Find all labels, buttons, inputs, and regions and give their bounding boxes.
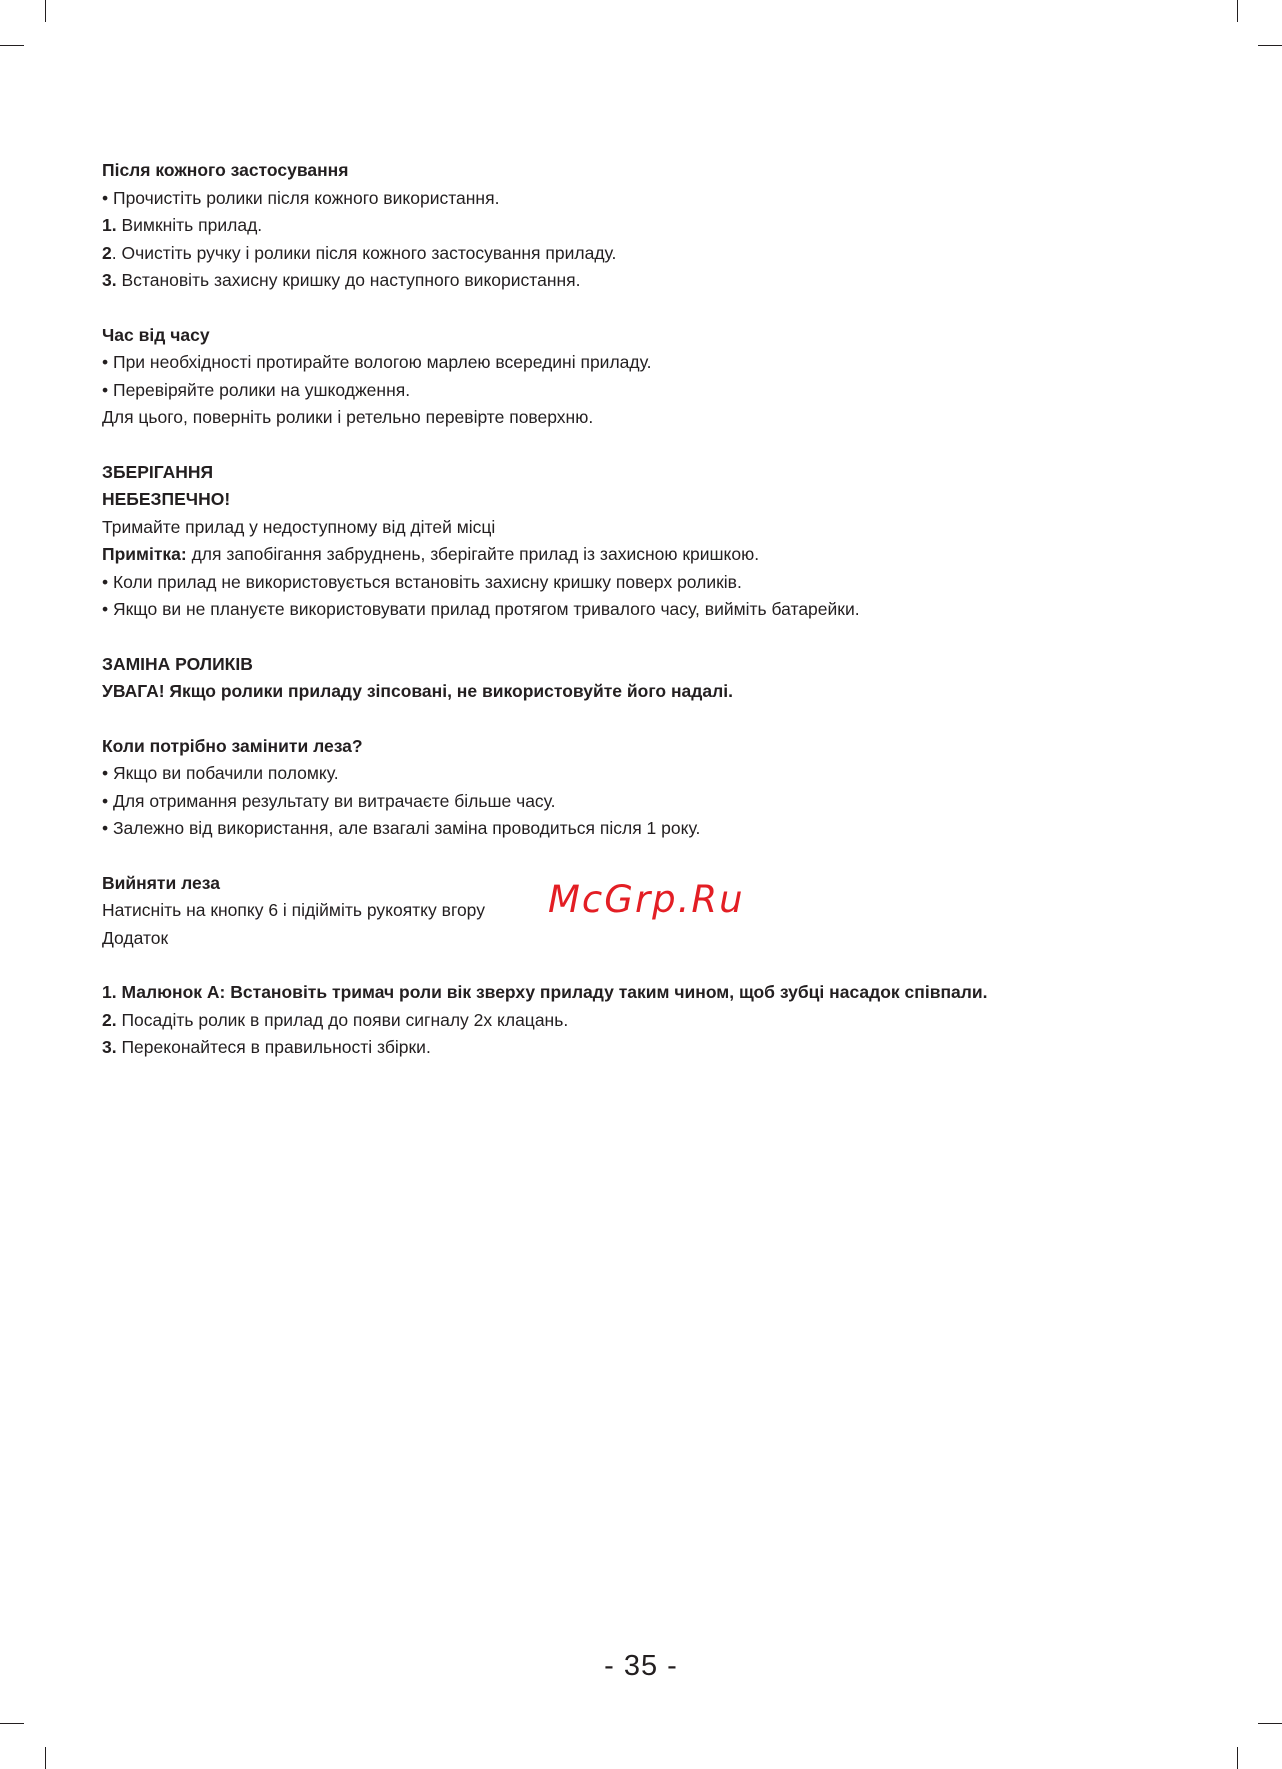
step-item (102, 1034, 1102, 1062)
crop-mark (1237, 0, 1238, 22)
bullet-item: • При необхідності протирайте вологою марлею всередині приладу. (102, 352, 652, 372)
note-line (102, 541, 1102, 569)
step-text: . Очистіть ручку і ролики після кожного застосування приладу. (111, 242, 617, 263)
bullet-item: • Якщо ви не плануєте використовувати прилад протягом тривалого часу, вийміть батарейки. (102, 599, 860, 619)
step-number: 3. (102, 1037, 117, 1057)
section-title: ЗБЕРІГАННЯ (102, 461, 214, 482)
crop-mark (45, 0, 46, 22)
bullet-item: • Перевіряйте ролики на ушкодження. (102, 379, 411, 400)
warning-text: УВАГА! Якщо ролики приладу зіпсовані, не використовуйте його надалі. (102, 681, 733, 701)
crop-mark (1258, 1723, 1282, 1724)
crop-mark (45, 1747, 46, 1769)
step-text: Встановіть захисну кришку до наступного використання. (116, 270, 581, 290)
step-item (102, 1007, 1102, 1035)
bullet-item: • Прочистіть ролики після кожного використання. (102, 187, 500, 208)
section-replace (102, 651, 1102, 706)
step-text: Вимкніть прилад. (116, 215, 263, 235)
section-from-time (102, 322, 1102, 432)
crop-mark (0, 1723, 24, 1724)
step-item: 1. Малюнок А: Встановіть тримач роли вік зверху приладу таким чином, щоб зубці насадок співпали. (102, 982, 988, 1002)
step-item (102, 267, 1102, 295)
paragraph-line: Натисніть на кнопку 6 і підійміть рукоятку вгору (102, 900, 485, 920)
note-text: для запобігання забруднень, зберігайте прилад із захисною кришкою. (186, 544, 760, 564)
section-after-use (102, 157, 1102, 295)
paragraph-line: Тримайте прилад у недоступному від дітей місці (102, 516, 496, 537)
section-figure (102, 979, 1102, 1062)
step-text: Посадіть ролик в прилад до появи сигналу 2х клацань. (116, 1009, 569, 1030)
bullet-item: • Залежно від використання, але взагалі заміна проводиться після 1 року. (102, 818, 701, 838)
crop-mark (0, 45, 24, 46)
section-when (102, 733, 1102, 843)
section-title: Вийняти леза (102, 872, 220, 893)
crop-mark (1237, 1747, 1238, 1769)
section-title: Після кожного застосування (102, 160, 349, 180)
section-remove (102, 870, 1102, 953)
bullet-item: • Якщо ви побачили поломку. (102, 763, 339, 783)
paragraph-line: Для цього, поверніть ролики і ретельно перевірте поверхню. (102, 407, 594, 427)
step-number: 3. (102, 270, 117, 290)
step-text: Переконайтеся в правильності збірки. (116, 1037, 431, 1057)
step-number: 2. (102, 1009, 117, 1030)
note-label: Примітка: (102, 544, 187, 564)
danger-label: НЕБЕЗПЕЧНО! (102, 489, 231, 509)
crop-mark (1258, 45, 1282, 46)
section-storage (102, 459, 1102, 624)
section-title: Час від часу (102, 324, 210, 345)
page-number: - 35 - (604, 1650, 678, 1682)
section-title: ЗАМІНА РОЛИКІВ (102, 653, 253, 674)
watermark-logo: McGrp.Ru (548, 877, 745, 921)
bullet-item: • Коли прилад не використовується встановіть захисну кришку поверх роликів. (102, 571, 742, 592)
paragraph-line: Додаток (102, 927, 169, 948)
step-number: 1. (102, 215, 117, 235)
step-item (102, 212, 1102, 240)
step-number: 2 (102, 242, 112, 263)
section-title: Коли потрібно замінити леза? (102, 735, 363, 756)
bullet-item: • Для отримання результату ви витрачаєте більше часу. (102, 790, 556, 811)
step-item (102, 240, 1102, 268)
page-content (102, 157, 1102, 1062)
